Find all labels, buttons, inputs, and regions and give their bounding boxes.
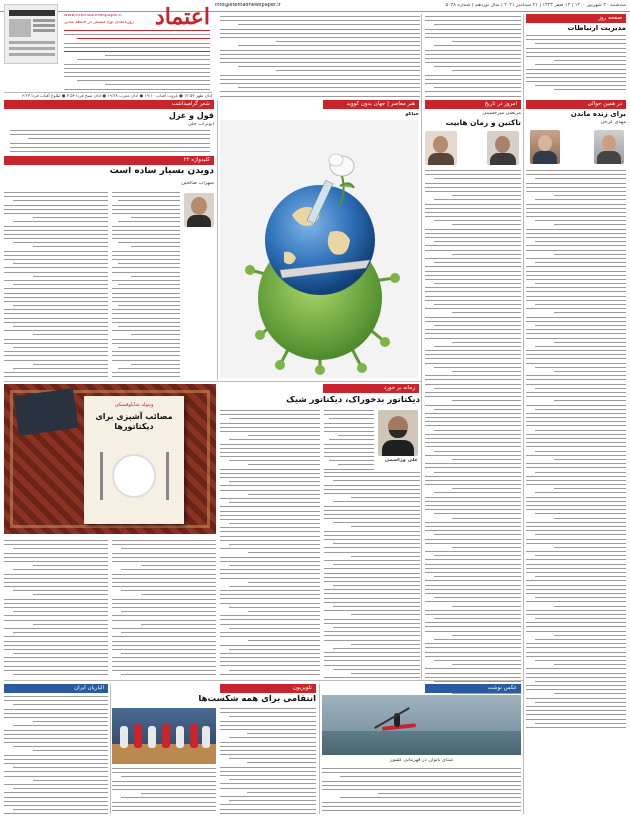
section-label-cartoon: هنر معاصر | جهان بدون کووید [323, 100, 419, 109]
body-text [112, 768, 216, 814]
section-label-book: زمانه بر خورد [323, 384, 419, 393]
body-text [112, 540, 216, 678]
body-text [4, 696, 108, 814]
column-divider [421, 14, 422, 679]
column-divider [217, 100, 218, 380]
headline-book: دیکتاتور بدخوراک، دیکتاتور شیک [286, 396, 420, 405]
portrait-photo [487, 131, 519, 165]
tagline: روزنامه‌ای نوع کنشگر در جامعه مدنی [64, 21, 134, 25]
body-text [322, 768, 521, 814]
logo: اعتماد [154, 4, 210, 30]
cartoon-illustration [220, 120, 418, 378]
kayak-photo [322, 695, 521, 755]
column-divider [523, 14, 524, 814]
book-author-photo [378, 410, 418, 456]
body-text [526, 35, 626, 95]
section-label-column: کلیدواژه ۲۲ [4, 156, 214, 165]
author-history: مرتضی میرحسینی [482, 111, 521, 116]
book-cover-author: ویتولد شابلوفسکی [114, 402, 154, 408]
body-text [324, 472, 420, 678]
body-text [425, 16, 521, 98]
section-label-bottom-left: الیا‌ریان ایران [4, 684, 108, 693]
section-label-tv: تلویزیون [220, 684, 316, 693]
portrait-photo [425, 131, 457, 165]
body-text [4, 540, 108, 678]
author-photo [594, 130, 624, 164]
headline-history: تاکتین و رمان هابیت [445, 119, 521, 127]
body-text [220, 410, 320, 678]
book-cover-photo [4, 384, 216, 534]
body-text [526, 170, 626, 730]
headline-social-media: مدیریت ارتباطات [567, 25, 626, 32]
body-text [220, 16, 420, 98]
masthead-email[interactable]: info@etemadnewspaper.ir [215, 3, 281, 8]
body-text [324, 410, 374, 470]
headline-column: دویدن بسیار ساده است [109, 167, 214, 176]
body-text [112, 192, 180, 378]
body-text [425, 170, 521, 730]
virus-earth-icon [220, 120, 418, 378]
body-text [4, 192, 108, 378]
author-column: سهراب صالحین [181, 181, 214, 186]
logo-block [4, 4, 212, 98]
section-label-same-topic: در همین حوالی [526, 100, 626, 109]
volleyball-team-photo [112, 708, 216, 764]
section-label-page: صفحه روز [526, 14, 626, 23]
poem-text [10, 130, 210, 154]
newspaper-thumbnail [4, 4, 58, 64]
photo-caption: شنای بانوان در قهرمانی کشور [389, 758, 454, 763]
author-stay-alive: مهدی گرجی [600, 120, 626, 125]
cartoon-caption: جیاکو [405, 112, 419, 117]
author-poem: ابوتراب جلی [187, 122, 214, 127]
section-label-bottom-right: عکس نوشت [425, 684, 521, 693]
site-url[interactable]: www.etemadnewspaper.ir [64, 14, 123, 18]
headline-stay-alive: برای زنده ماندن [570, 111, 626, 118]
author-photo [530, 130, 560, 164]
prayer-times: اذان ظهر ۱۲:۵۷ ● غروب آفتاب ۱۹:۱۰ ● اذان مغرب ۱۹:۲۸ ● اذان صبح فردا ۴:۵۳ ● طلوع آفتاب فردا ۶:۲۳ [4, 92, 212, 99]
book-author: علی وزاسمی [384, 458, 418, 463]
section-label-history: امروز در تاریخ [425, 100, 521, 109]
headline-bottom: انتقامی برای همه شکست‌ها [198, 695, 316, 704]
columnist-photo [184, 193, 214, 227]
date-line: سه‌شنبه ۳۰ شهریور ۱۴۰۰ | ۱۴ صفر ۱۴۴۳ | ۲۱ سپتامبر ۲۰۲۱ | سال نوزدهم | شماره ۵۰۴۸ [445, 3, 626, 8]
column-divider [319, 684, 320, 814]
column-divider [110, 684, 111, 814]
headline-poem: قول و غزل [168, 112, 214, 120]
section-label-poetry: شعر گرامیداشت [4, 100, 214, 109]
book-cover-title: مصائب آشپزی برای دیکتاتورها [95, 412, 173, 431]
body-text [220, 708, 316, 814]
section-divider [4, 680, 523, 681]
staff-list [64, 30, 210, 90]
section-divider [4, 381, 421, 382]
